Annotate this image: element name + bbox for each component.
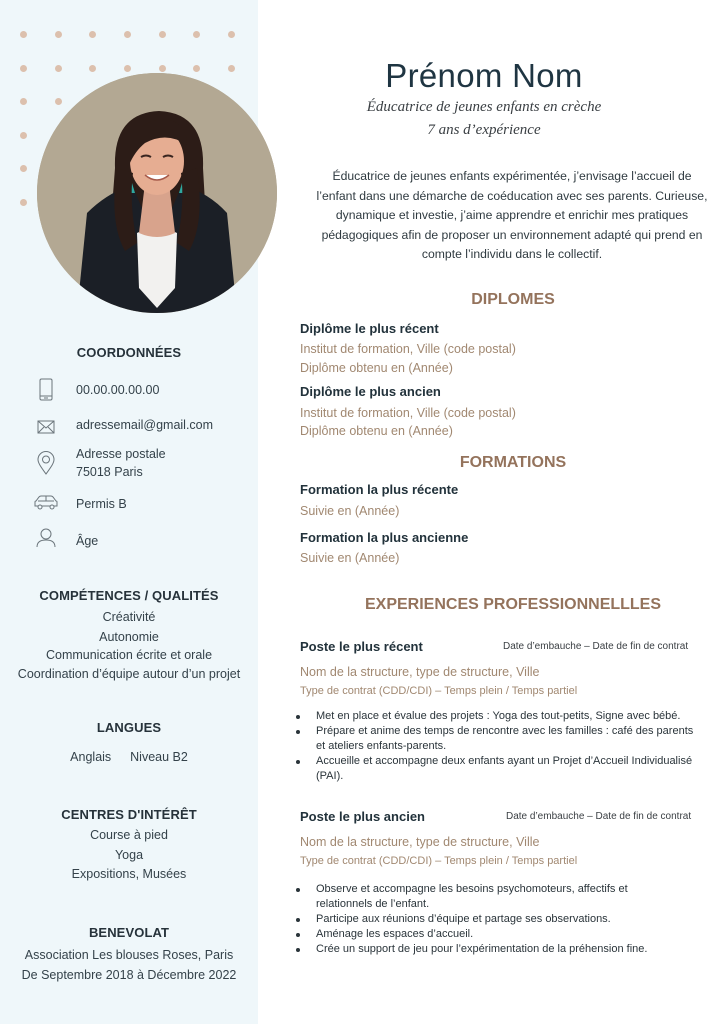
person-icon xyxy=(33,528,59,552)
volunteering-heading: BENEVOLAT xyxy=(88,925,170,940)
job-dates: Date d’embauche – Date de fin de contrat xyxy=(503,641,689,652)
language-level: Niveau B2 xyxy=(130,750,188,764)
email-address: adressemail@gmail.com xyxy=(76,418,214,432)
volunteering-section xyxy=(0,925,258,985)
dot-decoration xyxy=(55,31,62,38)
language-name: Anglais xyxy=(70,750,112,764)
languages-heading: LANGUES xyxy=(96,720,162,735)
dot-decoration xyxy=(228,31,235,38)
job-tasks-list xyxy=(296,882,656,957)
language-item xyxy=(0,747,258,767)
diploma-title: Diplôme le plus ancien xyxy=(300,384,441,399)
dot-decoration xyxy=(20,199,27,206)
job-task: Crée un support de jeu pour l’expérimentation de la préhension fine. xyxy=(296,942,656,957)
dot-decoration xyxy=(55,65,62,72)
job-tasks-list xyxy=(296,709,696,784)
job-title: Poste le plus ancien xyxy=(300,809,425,824)
contact-phone xyxy=(0,378,258,402)
dot-decoration xyxy=(124,31,131,38)
diploma-title: Diplôme le plus récent xyxy=(300,321,439,336)
training-title: Formation la plus ancienne xyxy=(300,530,469,545)
experience-heading: EXPERIENCES PROFESSIONNELLLES xyxy=(364,596,662,613)
skill-item: Communication écrite et orale xyxy=(45,648,213,662)
car-icon xyxy=(33,492,59,516)
main-content xyxy=(258,0,724,1024)
dot-decoration xyxy=(20,31,27,38)
diplomas-heading: DIPLOMES xyxy=(471,291,555,308)
dot-decoration xyxy=(124,65,131,72)
skill-item: Coordination d’équipe autour d’un projet xyxy=(17,667,241,681)
job-dates: Date d’embauche – Date de fin de contrat xyxy=(506,811,692,822)
age: Âge xyxy=(76,534,99,548)
interest-item: Yoga xyxy=(114,848,144,862)
job-structure: Nom de la structure, type de structure, Ville xyxy=(300,835,540,849)
address-line-1: Adresse postale xyxy=(76,447,166,461)
training-year: Suivie en (Année) xyxy=(300,504,400,518)
volunteering-item: Association Les blouses Roses, Paris xyxy=(24,948,234,962)
contact-license xyxy=(0,492,258,516)
driving-license: Permis B xyxy=(76,497,127,511)
dot-decoration xyxy=(193,65,200,72)
job-contract: Type de contrat (CDD/CDI) – Temps plein / Temps partiel xyxy=(300,855,578,867)
dot-decoration xyxy=(20,98,27,105)
job-title: Poste le plus récent xyxy=(300,639,423,654)
job-task: Accueille et accompagne deux enfants ayant un Projet d’Accueil Individualisé (PAI). xyxy=(296,754,696,784)
contact-age xyxy=(0,528,258,552)
interest-item: Expositions, Musées xyxy=(71,867,187,881)
phone-number: 00.00.00.00.00 xyxy=(76,383,160,397)
experience-years: 7 ans d’expérience xyxy=(427,122,541,138)
phone-icon xyxy=(33,378,59,402)
job-task: Prépare et anime des temps de rencontre avec les familles : café des parents et ateliers enfants-parents. xyxy=(296,724,696,754)
job-task: Observe et accompagne les besoins psychomoteurs, affectifs et relationnels de l’enfant. xyxy=(296,882,656,912)
contact-address xyxy=(0,445,258,485)
languages-section xyxy=(0,720,258,767)
trainings-heading: FORMATIONS xyxy=(459,454,567,471)
diploma-year: Diplôme obtenu en (Année) xyxy=(300,361,453,375)
skill-item: Créativité xyxy=(102,610,156,624)
job-task: Aménage les espaces d’accueil. xyxy=(296,927,656,942)
address-line-2: 75018 Paris xyxy=(76,465,143,479)
location-pin-icon xyxy=(33,445,59,469)
diploma-institution: Institut de formation, Ville (code postal) xyxy=(300,342,516,356)
profile-summary: Éducatrice de jeunes enfants expérimentée, j’envisage l’accueil de l’enfant dans une démarche de coéducation avec ses parents. Curieuse, dynamique et investie, j’aime apprendre et enrichir mes pratiques pédagogiques afin de proposer un environnement adapté qui prend en compte l’individu dans le collectif. xyxy=(316,169,708,261)
job-title: Éducatrice de jeunes enfants en crèche xyxy=(366,99,602,115)
volunteering-dates: De Septembre 2018 à Décembre 2022 xyxy=(21,968,237,982)
training-title: Formation la plus récente xyxy=(300,482,459,497)
training-year: Suivie en (Année) xyxy=(300,551,400,565)
job-structure: Nom de la structure, type de structure, Ville xyxy=(300,665,540,679)
contact-heading: COORDONNÉES xyxy=(76,345,182,360)
dot-decoration xyxy=(159,31,166,38)
dot-decoration xyxy=(55,98,62,105)
interests-section xyxy=(0,807,258,883)
job-task: Participe aux réunions d’équipe et partage ses observations. xyxy=(296,912,656,927)
contact-email xyxy=(0,415,258,439)
interest-item: Course à pied xyxy=(90,828,168,842)
candidate-name: Prénom Nom xyxy=(385,57,583,94)
job-contract: Type de contrat (CDD/CDI) – Temps plein / Temps partiel xyxy=(300,685,578,697)
job-task: Met en place et évalue des projets : Yoga des tout-petits, Signe avec bébé. xyxy=(296,709,696,724)
dot-decoration xyxy=(193,31,200,38)
skill-item: Autonomie xyxy=(99,630,159,644)
dot-decoration xyxy=(89,31,96,38)
mail-icon xyxy=(33,415,59,439)
interests-heading: CENTRES D'INTÉRÊT xyxy=(61,807,197,822)
dot-decoration xyxy=(20,65,27,72)
skills-section xyxy=(0,588,258,684)
skills-heading: COMPÉTENCES / QUALITÉS xyxy=(39,588,219,603)
contact-section-title xyxy=(0,345,258,360)
dot-decoration xyxy=(20,165,27,172)
dot-decoration xyxy=(20,132,27,139)
diploma-year: Diplôme obtenu en (Année) xyxy=(300,424,453,438)
dot-decoration xyxy=(89,65,96,72)
diploma-institution: Institut de formation, Ville (code postal) xyxy=(300,406,516,420)
dot-decoration xyxy=(159,65,166,72)
